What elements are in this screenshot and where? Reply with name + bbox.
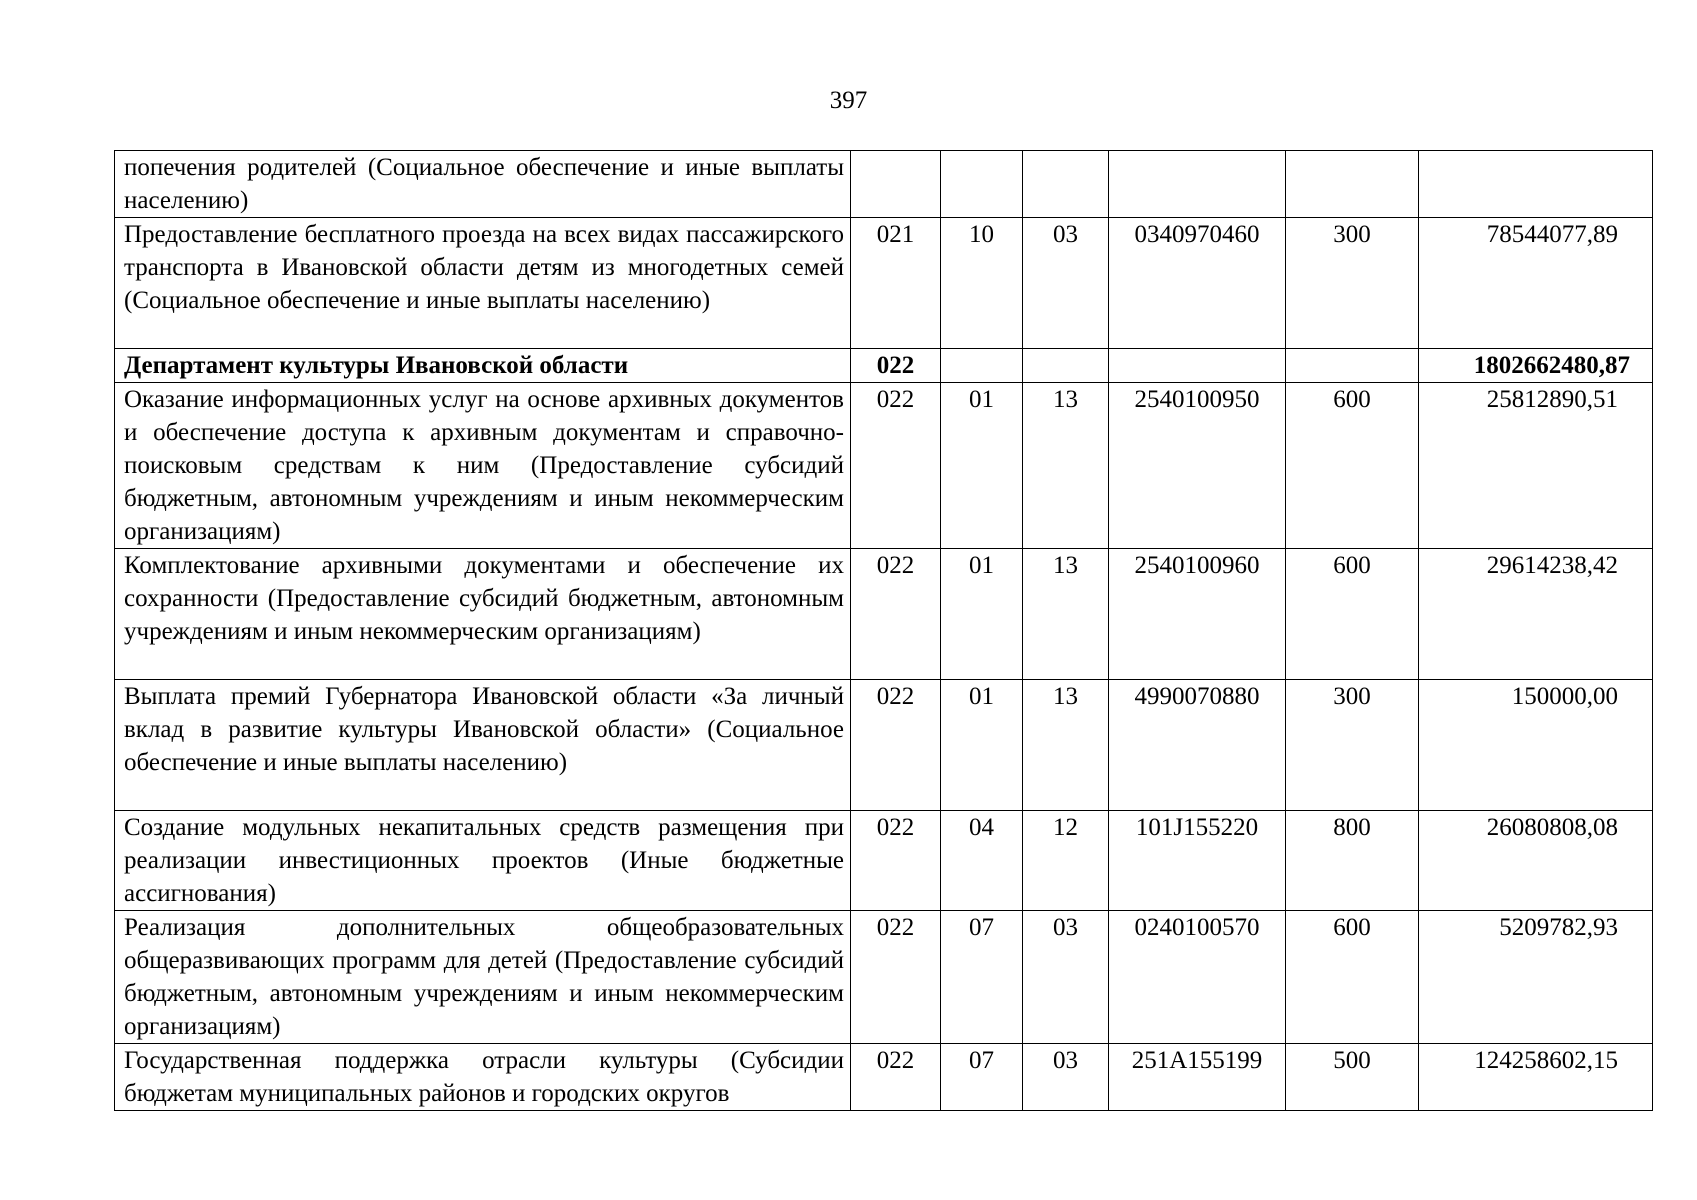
amount-value: 1802662480,87 <box>1419 349 1653 383</box>
ministry-code: 022 <box>851 680 941 811</box>
table-row <box>115 218 1653 349</box>
row-description: Государственная поддержка отрасли культуры (Субсидии бюджетам муниципальных районов и городских округов <box>115 1044 851 1111</box>
target-article-code: 0240100570 <box>1109 911 1286 1044</box>
ministry-code: 022 <box>851 911 941 1044</box>
table-row <box>115 151 1653 218</box>
section-code <box>941 349 1023 383</box>
amount-value: 150000,00 <box>1419 680 1653 811</box>
target-article-code: 4990070880 <box>1109 680 1286 811</box>
expense-type-code: 600 <box>1286 383 1419 549</box>
section-code: 01 <box>941 383 1023 549</box>
expense-type-code: 600 <box>1286 549 1419 680</box>
target-article-code: 2540100960 <box>1109 549 1286 680</box>
amount-value: 124258602,15 <box>1419 1044 1653 1111</box>
row-description: Реализация дополнительных общеобразовательных общеразвивающих программ для детей (Предоставление субсидий бюджетным, автономным учреждениям и иным некоммерческим организациям) <box>115 911 851 1044</box>
subsection-code: 13 <box>1023 680 1109 811</box>
expense-type-code: 500 <box>1286 1044 1419 1111</box>
subsection-code: 12 <box>1023 811 1109 911</box>
target-article-code: 2540100950 <box>1109 383 1286 549</box>
ministry-code <box>851 151 941 218</box>
row-description: Департамент культуры Ивановской области <box>115 349 851 383</box>
amount-value: 78544077,89 <box>1419 218 1653 349</box>
subsection-code: 03 <box>1023 911 1109 1044</box>
section-code: 07 <box>941 1044 1023 1111</box>
expense-type-code <box>1286 151 1419 218</box>
row-description: Комплектование архивными документами и обеспечение их сохранности (Предоставление субсидий бюджетным, автономным учреждениям и иным некоммерческим организациям) <box>115 549 851 680</box>
row-description: Создание модульных некапитальных средств размещения при реализации инвестиционных проектов (Иные бюджетные ассигнования) <box>115 811 851 911</box>
amount-value <box>1419 151 1653 218</box>
target-article-code <box>1109 349 1286 383</box>
amount-value: 25812890,51 <box>1419 383 1653 549</box>
page-number: 397 <box>829 87 868 114</box>
target-article-code: 251A155199 <box>1109 1044 1286 1111</box>
section-code <box>941 151 1023 218</box>
ministry-code: 022 <box>851 549 941 680</box>
section-code: 04 <box>941 811 1023 911</box>
table-row <box>115 911 1653 1044</box>
expense-type-code <box>1286 349 1419 383</box>
table-row <box>115 349 1653 383</box>
section-code: 01 <box>941 680 1023 811</box>
section-code: 10 <box>941 218 1023 349</box>
subsection-code <box>1023 349 1109 383</box>
ministry-code: 022 <box>851 811 941 911</box>
amount-value: 26080808,08 <box>1419 811 1653 911</box>
expense-type-code: 300 <box>1286 218 1419 349</box>
table-row <box>115 680 1653 811</box>
expense-type-code: 300 <box>1286 680 1419 811</box>
budget-table <box>114 150 1653 1111</box>
subsection-code: 03 <box>1023 218 1109 349</box>
amount-value: 29614238,42 <box>1419 549 1653 680</box>
ministry-code: 022 <box>851 383 941 549</box>
expense-type-code: 800 <box>1286 811 1419 911</box>
amount-value: 5209782,93 <box>1419 911 1653 1044</box>
row-description: попечения родителей (Социальное обеспечение и иные выплаты населению) <box>115 151 851 218</box>
row-description: Предоставление бесплатного проезда на всех видах пассажирского транспорта в Ивановской области детям из многодетных семей (Социальное обеспечение и иные выплаты населению) <box>115 218 851 349</box>
section-code: 01 <box>941 549 1023 680</box>
subsection-code: 03 <box>1023 1044 1109 1111</box>
section-code: 07 <box>941 911 1023 1044</box>
table-row <box>115 383 1653 549</box>
row-description: Выплата премий Губернатора Ивановской области «За личный вклад в развитие культуры Ивановской области» (Социальное обеспечение и иные выплаты населению) <box>115 680 851 811</box>
expense-type-code: 600 <box>1286 911 1419 1044</box>
ministry-code: 022 <box>851 349 941 383</box>
target-article-code: 101J155220 <box>1109 811 1286 911</box>
ministry-code: 022 <box>851 1044 941 1111</box>
subsection-code: 13 <box>1023 383 1109 549</box>
table-row <box>115 811 1653 911</box>
target-article-code <box>1109 151 1286 218</box>
table-row <box>115 549 1653 680</box>
row-description: Оказание информационных услуг на основе архивных документов и обеспечение доступа к архивным документам и справочно-поисковым средствам к ним (Предоставление субсидий бюджетным, автономным учреждениям и иным некоммерческим организациям) <box>115 383 851 549</box>
subsection-code <box>1023 151 1109 218</box>
budget-table-body <box>115 151 1653 1111</box>
target-article-code: 0340970460 <box>1109 218 1286 349</box>
subsection-code: 13 <box>1023 549 1109 680</box>
table-row <box>115 1044 1653 1111</box>
ministry-code: 021 <box>851 218 941 349</box>
